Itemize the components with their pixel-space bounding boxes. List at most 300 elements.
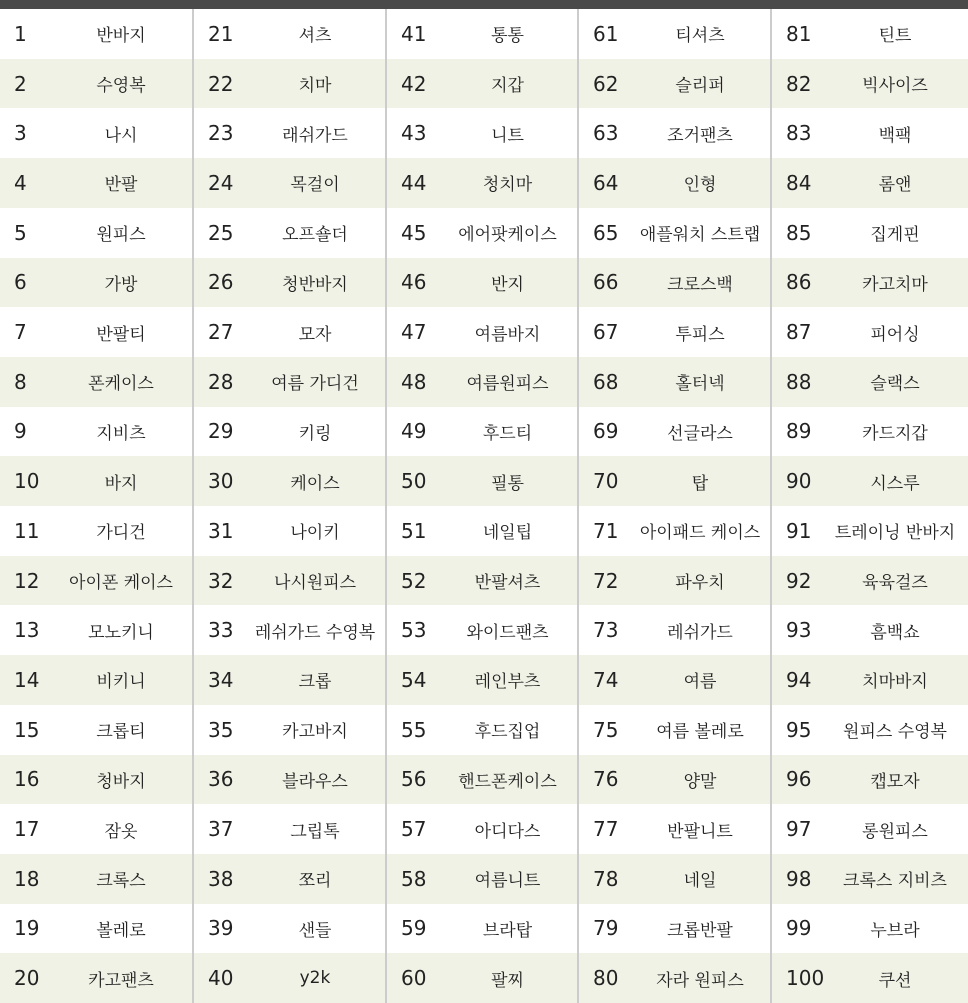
keyword-cell (194, 655, 386, 705)
keyword-cell (194, 456, 386, 506)
keyword-cell (194, 307, 386, 357)
keyword-text: 여름 볼레로 (656, 722, 744, 743)
rank-number: 93 (786, 618, 812, 643)
keyword-text: 애플워치 스트랩 (639, 225, 761, 246)
keyword-cell (387, 705, 578, 755)
rank-number: 4 (14, 170, 27, 195)
keyword-text: 후드티 (482, 423, 533, 444)
table-row (0, 904, 968, 954)
keyword-text: 양말 (683, 771, 717, 792)
rank-number: 10 (14, 469, 40, 494)
rank-number: 90 (786, 469, 812, 494)
keyword-text: 그립톡 (290, 821, 340, 842)
keyword-text: 블라우스 (282, 771, 348, 792)
rank-number: 48 (401, 369, 427, 394)
keyword-text: 키링 (298, 423, 332, 444)
rank-number: 45 (401, 220, 427, 245)
keyword-text: 롱원피스 (862, 821, 928, 842)
rank-number: 76 (593, 767, 619, 792)
keyword-cell (579, 357, 771, 407)
table-row (0, 705, 968, 755)
keyword-text: 누브라 (870, 920, 920, 941)
rank-number: 41 (401, 21, 427, 46)
column-divider (770, 9, 772, 1003)
keyword-cell (387, 357, 578, 407)
keyword-cell (579, 556, 771, 606)
rank-number: 37 (208, 817, 234, 842)
keyword-text: 빅사이즈 (862, 76, 928, 97)
rank-number: 58 (401, 866, 427, 891)
keyword-text: 슬리퍼 (675, 76, 725, 97)
rank-number: 15 (14, 717, 40, 742)
keyword-cell (579, 904, 771, 954)
keyword-cell (579, 407, 771, 457)
keyword-cell (0, 9, 192, 59)
keyword-cell (194, 904, 386, 954)
rank-number: 52 (401, 568, 427, 593)
rank-number: 55 (401, 717, 427, 742)
keyword-cell (772, 605, 968, 655)
keyword-text: 반팔티 (96, 324, 146, 345)
rank-number: 38 (208, 866, 234, 891)
keyword-text: 아이폰 케이스 (69, 573, 173, 594)
keyword-cell (0, 953, 192, 1003)
rank-number: 2 (14, 71, 27, 96)
keyword-cell (0, 705, 192, 755)
keyword-text: 오프숄더 (282, 225, 348, 246)
rank-number: 98 (786, 866, 812, 891)
rank-number: 85 (786, 220, 812, 245)
keyword-text: 치마 (298, 76, 332, 97)
keyword-cell (579, 506, 771, 556)
keyword-text: 필통 (491, 473, 524, 494)
keyword-cell (194, 556, 386, 606)
keyword-text: 반팔셔츠 (474, 573, 541, 594)
rank-number: 69 (593, 419, 619, 444)
rank-number: 3 (14, 121, 27, 146)
rank-number: 99 (786, 916, 812, 941)
rank-number: 72 (593, 568, 619, 593)
keyword-text: 지비츠 (96, 423, 146, 444)
keyword-cell (387, 953, 578, 1003)
keyword-text: 레인부츠 (474, 672, 541, 693)
keyword-text: 피어싱 (870, 324, 920, 345)
table-top-border (0, 0, 968, 9)
keyword-cell (194, 506, 386, 556)
keyword-cell (387, 804, 578, 854)
keyword-text: 통통 (491, 26, 524, 47)
keyword-text: 여름 (683, 672, 717, 693)
table-row (0, 804, 968, 854)
rank-number: 97 (786, 817, 812, 842)
keyword-cell (194, 953, 386, 1003)
rank-number: 30 (208, 469, 234, 494)
keyword-cell (194, 804, 386, 854)
rank-number: 57 (401, 817, 427, 842)
keyword-text: 케이스 (290, 473, 340, 494)
rank-number: 1 (14, 21, 27, 46)
rank-number: 16 (14, 767, 40, 792)
keyword-text: 반바지 (96, 26, 146, 47)
rank-number: 27 (208, 320, 234, 345)
rank-number: 100 (786, 966, 825, 991)
rank-number: 84 (786, 170, 812, 195)
keyword-text: 래쉬가드 (282, 125, 348, 146)
keyword-cell (387, 556, 578, 606)
keyword-text: 레쉬가드 수영복 (254, 622, 376, 643)
keyword-text: 반팔니트 (667, 821, 733, 842)
table-row (0, 953, 968, 1003)
rank-number: 56 (401, 767, 427, 792)
rank-number: 74 (593, 667, 619, 692)
keyword-cell (772, 854, 968, 904)
rank-number: 65 (593, 220, 619, 245)
rank-number: 25 (208, 220, 234, 245)
keyword-text: 가디건 (96, 523, 146, 544)
keyword-text: 카드지갑 (862, 423, 928, 444)
keyword-text: 육육걸즈 (862, 573, 928, 594)
table-row (0, 258, 968, 308)
keyword-text: 선글라스 (667, 423, 733, 444)
keyword-text: 여름원피스 (466, 374, 549, 395)
keyword-cell (772, 456, 968, 506)
column-divider (577, 9, 579, 1003)
keyword-cell (0, 59, 192, 109)
keyword-cell (0, 407, 192, 457)
keyword-cell (579, 108, 771, 158)
keyword-cell (0, 804, 192, 854)
keyword-cell (387, 208, 578, 258)
table-row (0, 456, 968, 506)
keyword-text: 샌들 (298, 920, 332, 941)
table-row (0, 854, 968, 904)
keyword-cell (387, 904, 578, 954)
keyword-cell (772, 59, 968, 109)
keyword-text: 반지 (491, 274, 524, 295)
rank-number: 95 (786, 717, 812, 742)
keyword-text: 투피스 (675, 324, 725, 345)
keyword-cell (772, 307, 968, 357)
rank-number: 47 (401, 320, 427, 345)
column-divider (385, 9, 387, 1003)
keyword-text: 폰케이스 (88, 374, 154, 395)
keyword-text: 네일팁 (482, 523, 533, 544)
table-row (0, 506, 968, 556)
rank-number: 50 (401, 469, 427, 494)
rank-number: 62 (593, 71, 619, 96)
keyword-cell (772, 258, 968, 308)
rank-number: 33 (208, 618, 234, 643)
keyword-cell (579, 158, 771, 208)
keyword-cell (772, 208, 968, 258)
keyword-cell (772, 9, 968, 59)
keyword-cell (579, 258, 771, 308)
rank-number: 34 (208, 667, 234, 692)
keyword-cell (0, 506, 192, 556)
keyword-text: 브라탑 (482, 920, 533, 941)
keyword-text: 목걸이 (290, 175, 340, 196)
keyword-text: 원피스 수영복 (843, 722, 947, 743)
keyword-text: 크롭 (298, 672, 332, 693)
keyword-text: 여름바지 (474, 324, 541, 345)
keyword-cell (579, 804, 771, 854)
keyword-text: 백팩 (878, 125, 912, 146)
keyword-text: 지갑 (491, 76, 524, 97)
table-row (0, 556, 968, 606)
column-divider (192, 9, 194, 1003)
rank-number: 44 (401, 170, 427, 195)
table-row (0, 208, 968, 258)
keyword-text: 슬랙스 (870, 374, 920, 395)
keyword-cell (579, 208, 771, 258)
rank-number: 75 (593, 717, 619, 742)
keyword-text: 청치마 (482, 175, 533, 196)
keyword-cell (0, 904, 192, 954)
rank-number: 19 (14, 916, 40, 941)
rank-number: 87 (786, 320, 812, 345)
keyword-text: 핸드폰케이스 (458, 771, 557, 792)
keyword-cell (194, 9, 386, 59)
keyword-cell (579, 9, 771, 59)
keyword-text: 파우치 (675, 573, 725, 594)
rank-number: 9 (14, 419, 27, 444)
rank-number: 81 (786, 21, 812, 46)
keyword-text: 카고치마 (862, 274, 928, 295)
keyword-text: 반팔 (104, 175, 138, 196)
keyword-cell (194, 258, 386, 308)
keyword-text: 집게핀 (870, 225, 920, 246)
keyword-text: 시스루 (870, 473, 920, 494)
keyword-cell (772, 804, 968, 854)
keyword-text: 쪼리 (298, 871, 332, 892)
rank-number: 28 (208, 369, 234, 394)
rank-number: 18 (14, 866, 40, 891)
rank-number: 17 (14, 817, 40, 842)
rank-number: 40 (208, 966, 234, 991)
rank-number: 89 (786, 419, 812, 444)
keyword-text: 니트 (491, 125, 524, 146)
rank-number: 32 (208, 568, 234, 593)
rank-number: 68 (593, 369, 619, 394)
keyword-cell (772, 953, 968, 1003)
keyword-text: 카고팬츠 (88, 970, 154, 991)
keyword-text: 와이드팬츠 (466, 622, 549, 643)
table-row (0, 108, 968, 158)
keyword-text: 바지 (104, 473, 138, 494)
rank-number: 53 (401, 618, 427, 643)
rank-number: 8 (14, 369, 27, 394)
table-row (0, 407, 968, 457)
keyword-text: 카고바지 (282, 722, 348, 743)
rank-number: 39 (208, 916, 234, 941)
keyword-cell (772, 108, 968, 158)
keyword-text: 모자 (298, 324, 332, 345)
table-row (0, 755, 968, 805)
keyword-cell (772, 904, 968, 954)
keyword-cell (387, 258, 578, 308)
keyword-cell (579, 605, 771, 655)
keyword-text: 비키니 (96, 672, 146, 693)
rank-number: 14 (14, 667, 40, 692)
table-row (0, 9, 968, 59)
keyword-cell (387, 605, 578, 655)
keyword-cell (579, 655, 771, 705)
keyword-cell (579, 705, 771, 755)
keyword-cell (772, 655, 968, 705)
keyword-cell (0, 655, 192, 705)
keyword-cell (772, 755, 968, 805)
rank-number: 42 (401, 71, 427, 96)
keyword-cell (194, 705, 386, 755)
rank-number: 83 (786, 121, 812, 146)
keyword-text: 크록스 지비츠 (843, 871, 947, 892)
rank-number: 70 (593, 469, 619, 494)
keyword-text: 조거팬츠 (667, 125, 733, 146)
rank-number: 11 (14, 518, 40, 543)
keyword-cell (772, 407, 968, 457)
rank-number: 51 (401, 518, 427, 543)
keyword-cell (772, 357, 968, 407)
rank-number: 26 (208, 270, 234, 295)
rank-number: 82 (786, 71, 812, 96)
keyword-text: 모노키니 (88, 622, 154, 643)
rank-number: 5 (14, 220, 27, 245)
rank-number: 24 (208, 170, 234, 195)
rank-number: 66 (593, 270, 619, 295)
keyword-text: 원피스 (96, 225, 146, 246)
table-row (0, 59, 968, 109)
rank-number: 73 (593, 618, 619, 643)
keyword-cell (387, 9, 578, 59)
rank-number: 78 (593, 866, 619, 891)
keyword-text: 아디다스 (474, 821, 541, 842)
keyword-text: 나시원피스 (273, 573, 357, 594)
keyword-text: 청반바지 (282, 274, 348, 295)
keyword-cell (0, 158, 192, 208)
keyword-cell (387, 655, 578, 705)
keyword-cell (579, 854, 771, 904)
keyword-text: 롬앤 (878, 175, 912, 196)
keyword-cell (194, 158, 386, 208)
rank-number: 20 (14, 966, 40, 991)
keyword-text: 탑 (691, 473, 709, 494)
rank-number: 94 (786, 667, 812, 692)
keyword-text: 후드집업 (474, 722, 541, 743)
keyword-text: 흠백쇼 (870, 622, 920, 643)
keyword-cell (387, 407, 578, 457)
rank-number: 60 (401, 966, 427, 991)
keyword-cell (0, 854, 192, 904)
keyword-cell (387, 456, 578, 506)
rank-number: 71 (593, 518, 619, 543)
keyword-cell (772, 506, 968, 556)
keyword-text: 에어팟케이스 (458, 225, 557, 246)
keyword-text: 인형 (683, 175, 717, 196)
rank-number: 64 (593, 170, 619, 195)
keyword-cell (0, 108, 192, 158)
rank-number: 88 (786, 369, 812, 394)
keyword-cell (0, 605, 192, 655)
keyword-text: 가방 (104, 274, 138, 295)
keyword-cell (0, 556, 192, 606)
keyword-text: 여름니트 (474, 871, 541, 892)
rank-number: 36 (208, 767, 234, 792)
keyword-text: 크롭반팔 (667, 920, 733, 941)
rank-number: 12 (14, 568, 40, 593)
keyword-cell (772, 158, 968, 208)
keyword-cell (0, 258, 192, 308)
rank-number: 31 (208, 518, 234, 543)
keyword-ranking-table (0, 9, 968, 1003)
keyword-text: 크로스백 (667, 274, 733, 295)
rank-number: 43 (401, 121, 427, 146)
rank-number: 21 (208, 21, 234, 46)
keyword-text: 홀터넥 (675, 374, 725, 395)
rank-number: 13 (14, 618, 40, 643)
keyword-text: 셔츠 (298, 26, 332, 47)
keyword-text: 치마바지 (862, 672, 928, 693)
rank-number: 7 (14, 320, 27, 345)
table-row (0, 357, 968, 407)
rank-number: 91 (786, 518, 812, 543)
keyword-cell (772, 705, 968, 755)
rank-number: 6 (14, 270, 27, 295)
rank-number: 61 (593, 21, 619, 46)
keyword-cell (387, 307, 578, 357)
keyword-cell (194, 108, 386, 158)
keyword-cell (387, 755, 578, 805)
rank-number: 22 (208, 71, 234, 96)
keyword-text: 자라 원피스 (656, 970, 744, 991)
keyword-text: 캡모자 (870, 771, 920, 792)
keyword-text: 수영복 (96, 76, 146, 97)
keyword-text: y2k (299, 968, 331, 989)
keyword-cell (0, 456, 192, 506)
keyword-cell (579, 59, 771, 109)
rank-number: 49 (401, 419, 427, 444)
keyword-text: 나시 (104, 125, 138, 146)
rank-number: 80 (593, 966, 619, 991)
keyword-cell (387, 158, 578, 208)
keyword-text: 티셔츠 (675, 26, 725, 47)
rank-number: 67 (593, 320, 619, 345)
keyword-cell (387, 506, 578, 556)
keyword-cell (579, 755, 771, 805)
rank-number: 86 (786, 270, 812, 295)
rank-number: 63 (593, 121, 619, 146)
keyword-text: 여름 가디건 (271, 374, 359, 395)
rank-number: 54 (401, 667, 427, 692)
keyword-text: 네일 (683, 871, 717, 892)
keyword-text: 쿠션 (878, 970, 912, 991)
rank-number: 23 (208, 121, 234, 146)
keyword-cell (0, 208, 192, 258)
rank-number: 92 (786, 568, 812, 593)
keyword-text: 나이키 (290, 523, 340, 544)
keyword-cell (194, 755, 386, 805)
keyword-text: 팔찌 (491, 970, 524, 991)
keyword-text: 레쉬가드 (667, 622, 733, 643)
keyword-text: 크록스 (96, 871, 146, 892)
keyword-cell (194, 605, 386, 655)
table-row (0, 605, 968, 655)
keyword-cell (579, 953, 771, 1003)
keyword-cell (194, 59, 386, 109)
keyword-cell (387, 854, 578, 904)
table-row (0, 655, 968, 705)
rank-number: 77 (593, 817, 619, 842)
keyword-text: 볼레로 (96, 920, 146, 941)
